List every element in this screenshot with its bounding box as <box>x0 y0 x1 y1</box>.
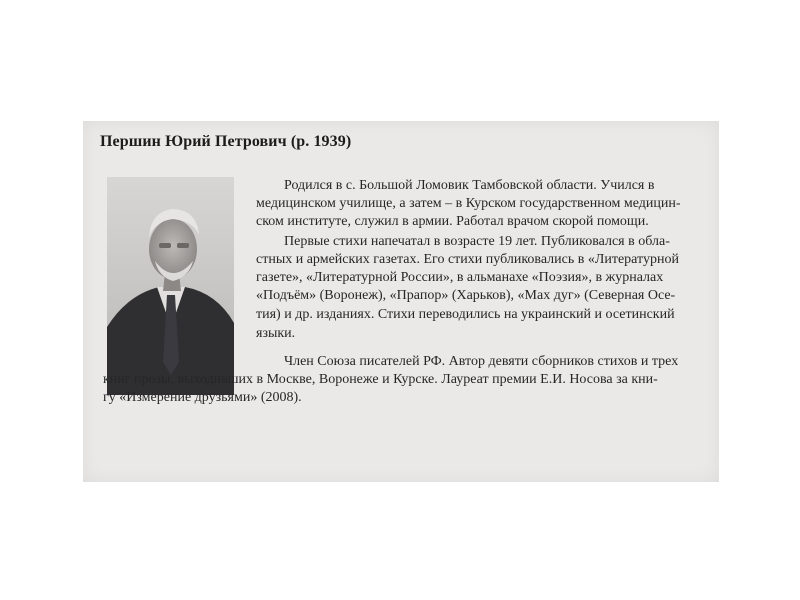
bio-line-12: гу «Измерение друзьями» (2008). <box>103 390 302 405</box>
bio-line-3: ском институте, служил в армии. Работал врачом скорой помощи. <box>256 214 649 229</box>
author-photo <box>107 177 234 395</box>
bio-line-4: Первые стихи напечатал в возрасте 19 лет. Публиковался в обла- <box>284 234 670 249</box>
page-title: Першин Юрий Петрович (р. 1939) <box>100 133 352 150</box>
bio-line-9: языки. <box>256 326 296 341</box>
portrait-image <box>107 177 234 395</box>
bio-line-1: Родился в с. Большой Ломовик Тамбовской области. Учился в <box>284 178 655 193</box>
bio-line-11: книг прозы, выходивших в Москве, Воронеже и Курске. Лауреат премии Е.И. Носова за кни- <box>103 372 658 387</box>
scanned-page <box>83 121 719 482</box>
bio-line-10: Член Союза писателей РФ. Автор девяти сборников стихов и трех <box>284 354 679 369</box>
bio-line-7: «Подъём» (Воронеж), «Прапор» (Харьков), «Мах дуг» (Северная Осе- <box>256 288 676 303</box>
bio-line-6: газете», «Литературной России», в альманахе «Поэзия», в журналах <box>256 270 664 285</box>
bio-line-2: медицинском училище, а затем – в Курском государственном медицин- <box>256 196 681 211</box>
bio-line-8: тия) и др. изданиях. Стихи переводились на украинский и осетинский <box>256 307 675 322</box>
bio-line-5: стных и армейских газетах. Его стихи публиковались в «Литературной <box>256 252 679 267</box>
